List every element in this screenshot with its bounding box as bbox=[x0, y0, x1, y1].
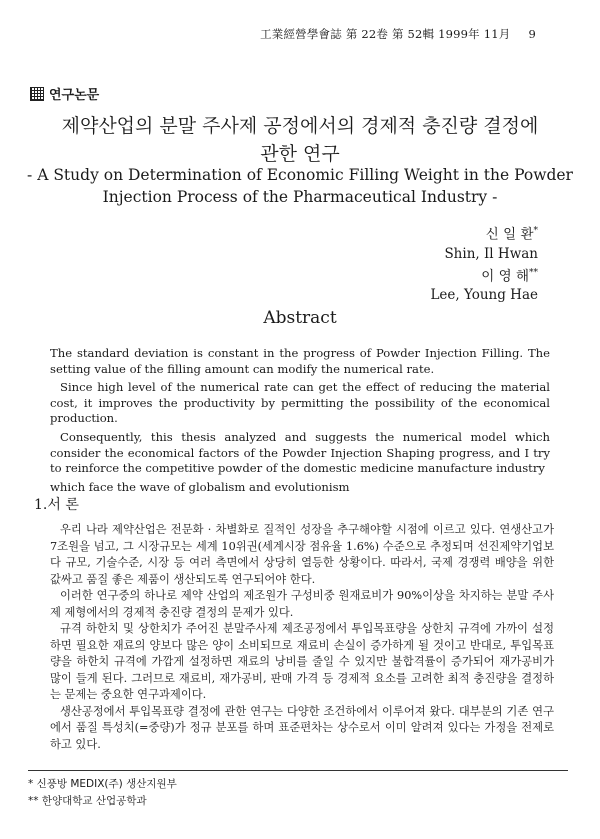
author-1-korean: 신 일 환* bbox=[485, 226, 538, 243]
section-tag-label: 연구논문 bbox=[49, 88, 100, 103]
introduction-body bbox=[50, 522, 554, 753]
english-title-line-2: Injection Process of the Pharmaceutical Industry - bbox=[102, 188, 498, 206]
footnote-1: * 신풍방 MEDIX(주) 생산지원부 bbox=[28, 778, 177, 790]
page-number: 9 bbox=[528, 27, 536, 41]
author-2-korean: 이 영 해** bbox=[481, 267, 538, 284]
korean-title-line-1: 제약산업의 분말 주사제 공정에서의 경제적 충진량 결정에 bbox=[61, 115, 539, 137]
abstract-paragraph: The standard deviation is constant in the progress of Powder Injection Filling. The setting value of the filling amount can modify the numerical rate. bbox=[50, 346, 550, 376]
body-paragraph: 규격 하한치 및 상한치가 주어진 분말주사제 제조공정에서 투입목표량을 상한치 규격에 가까이 설정하면 필요한 재료의 양보다 많은 양이 소비되므로 재료비 손실이 증가하게 될 것이고 반대로, 투입목표량을 하한치 규격에 가깝게 설정하면 재료의 낭비를 줄일 수 있지만 불합격률이 증가되어 재가공비가 많이 들게 된다. 그러므로 재료비, 재가공비, 판매 가격 등 경제적 요소를 고려한 최적 충진량을 결정하는 문제는 중요한 연구과제이다. bbox=[50, 622, 554, 701]
running-header bbox=[260, 26, 536, 42]
author-block bbox=[430, 222, 538, 305]
body-paragraph: 이러한 연구중의 하나로 제약 산업의 제조원가 구성비중 원재료비가 90%이상을 차지하는 분말 주사제 제형에서의 경제적 충진량 결정의 문제가 있다. bbox=[50, 589, 554, 619]
introduction-heading: 1.서 론 bbox=[34, 497, 79, 513]
body-paragraph: 우리 나라 제약산업은 전문화 · 차별화로 질적인 성장을 추구해야할 시점에 이르고 있다. 연생산고가 7조원을 넘고, 그 시장규모는 세계 10위권(세계시장 점유율 1.6%) 수준으로 추정되며 선진제약기업보다 규모, 기술수준, 시장 등 여러 측면에서 상당히 열등한 상황이다. 따라서, 국제 경쟁력 배양을 위한 값싸고 품질 좋은 제품이 생산되도록 연구되어야 한다. bbox=[50, 523, 554, 586]
section-tag bbox=[30, 84, 99, 103]
abstract-paragraph: Consequently, this thesis analyzed and suggests the numerical model which consider the economical factors of the Powder Injection Shaping progress, and I try to reinforce the competitive powder of the domestic medicine manufacture industry bbox=[50, 429, 550, 476]
korean-title-line-2: 관한 연구 bbox=[260, 143, 340, 165]
author-2-english: Lee, Young Hae bbox=[430, 287, 538, 303]
author-1-english: Shin, Il Hwan bbox=[444, 245, 538, 262]
abstract-body bbox=[50, 346, 550, 498]
abstract-paragraph: which face the wave of globalism and evolutionism bbox=[50, 479, 350, 494]
footnote-2: ** 한양대학교 산업공학과 bbox=[28, 795, 147, 807]
english-title-line-1: - A Study on Determination of Economic Filling Weight in the Powder bbox=[27, 166, 573, 184]
abstract-paragraph: Since high level of the numerical rate can get the effect of reducing the material cost, it improves the productivity by permitting the possibility of the economical production. bbox=[50, 380, 550, 426]
korean-title bbox=[20, 112, 580, 168]
hatched-square-icon bbox=[30, 87, 44, 101]
journal-info: 工業經營學會誌 第 22卷 第 52輯 1999年 11月 bbox=[260, 27, 511, 41]
english-title bbox=[20, 164, 580, 208]
abstract-heading: Abstract bbox=[263, 308, 337, 328]
body-paragraph: 생산공정에서 투입목표량 결정에 관한 연구는 다양한 조건하에서 이루어져 왔다. 대부분의 기존 연구에서 품질 특성치(=중량)가 정규 분포를 하며 표준편차는 상수로서 이미 알려져 있다는 가정을 전제로 하고 있다. bbox=[50, 704, 554, 751]
footnotes bbox=[28, 770, 568, 810]
